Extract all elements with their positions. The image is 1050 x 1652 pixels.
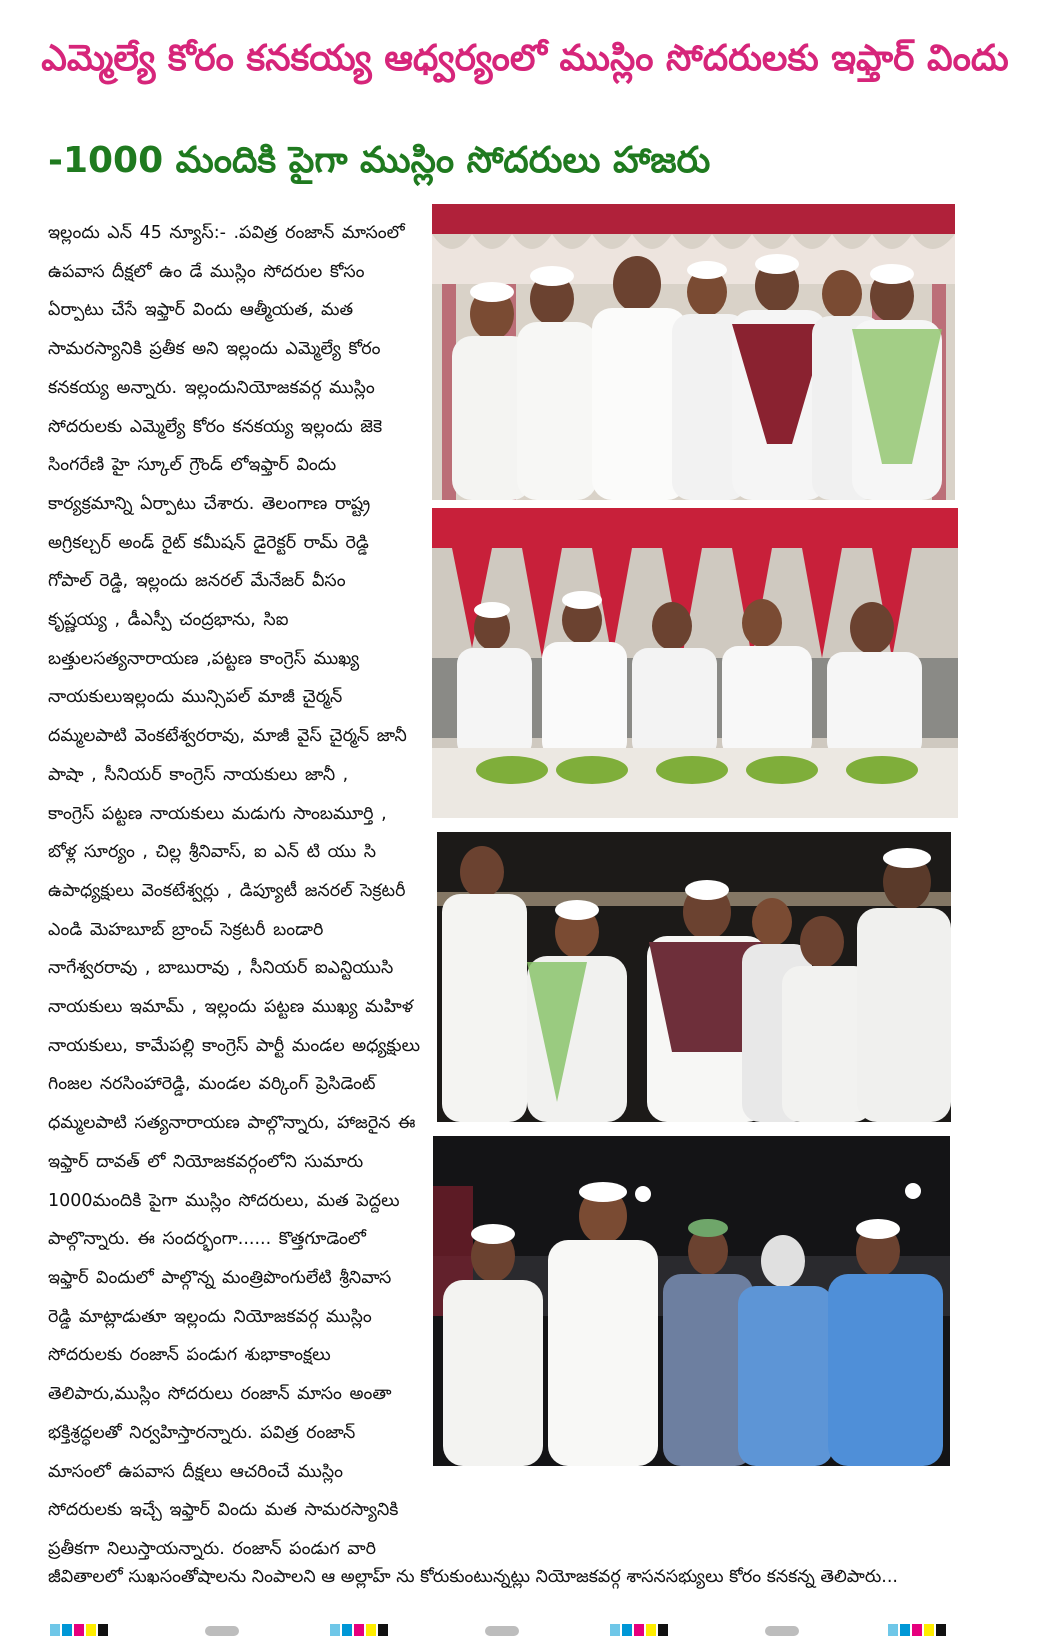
- headline-main: ఎమ్మెల్యే కోరం కనకయ్య ఆధ్వర్యంలో ముస్లిం సోదరులకు ఇఫ్తార్ విందు: [41, 38, 1009, 79]
- registration-pill-2: [485, 1626, 519, 1636]
- article-line: ఏర్పాటు చేసే ఇఫ్తార్ విందు ఆత్మీయత, మత: [48, 300, 354, 321]
- article-line: 1000మందికి పైగా ముస్లిం సోదరులు, మత పెద్దలు: [48, 1190, 400, 1211]
- article-line: కాంగ్రెస్ పట్టణ నాయకులు మడుగు సాంబమూర్తి ,: [48, 803, 387, 824]
- registration-swatch: [98, 1624, 108, 1636]
- registration-swatch: [366, 1624, 376, 1636]
- article-line: నాగేశ్వరరావు , బాబురావు , సీనియర్ ఐఎన్టియుసి: [48, 958, 394, 979]
- article-line: కార్యక్రమాన్ని ఏర్పాటు చేశారు. తెలంగాణ రాష్ట్ర: [48, 493, 371, 514]
- article-line: తెలిపారు,ముస్లిం సోదరులు రంజాన్ మాసం అంతా: [48, 1384, 392, 1405]
- article-line: ఇఫ్తార్ విందులో పాల్గొన్న మంత్రిపొంగులేటి శ్రీనివాస: [48, 1267, 392, 1288]
- article-line: ఇఫ్తార్ దావత్ లో నియోజకవర్గంలోని సుమారు: [48, 1151, 364, 1172]
- registration-swatch: [936, 1624, 946, 1636]
- article-line: మాసంలో ఉపవాస దీక్షలు ఆచరించే ముస్లిం: [48, 1461, 343, 1482]
- registration-swatch: [74, 1624, 84, 1636]
- article-line: అగ్రికల్చర్ అండ్ రైట్ కమీషన్ డైరెక్టర్ రామ్ రెడ్డి: [48, 532, 369, 553]
- registration-swatch: [50, 1624, 60, 1636]
- article-line: నాయకులుఇల్లందు మున్సిపల్ మాజీ చైర్మన్: [48, 687, 343, 708]
- article-line: భక్తిశ్రద్ధలతో నిర్వహిస్తారన్నారు. పవిత్ర రంజాన్: [48, 1422, 356, 1443]
- registration-swatch: [378, 1624, 388, 1636]
- article-line: గింజల నరసింహారెడ్డి, మండల వర్కింగ్ ప్రెసిడెంట్: [48, 1074, 376, 1095]
- article-line: నాయకులు, కామేపల్లి కాంగ్రెస్ పార్టీ మండల అధ్యక్షులు: [48, 1035, 421, 1056]
- registration-swatch: [634, 1624, 644, 1636]
- registration-swatch: [900, 1624, 910, 1636]
- article-line: ఉపవాస దీక్షలో ఉం డే ముస్లిం సోదరుల కోసం: [48, 261, 365, 282]
- registration-strip-4: [888, 1624, 946, 1638]
- registration-strip-3: [610, 1624, 668, 1638]
- article-line: సింగరేణి హై స్కూల్ గ్రౌండ్ లోఇఫ్తార్ విందు: [48, 455, 337, 476]
- photo-night-ground: [433, 1136, 950, 1466]
- registration-swatch: [86, 1624, 96, 1636]
- registration-swatch: [658, 1624, 668, 1636]
- article-line: బత్తులసత్యనారాయణ ,పట్టణ కాంగ్రెస్ ముఖ్య: [48, 648, 360, 669]
- registration-swatch: [342, 1624, 352, 1636]
- article-line: ప్రతీకగా నిలుస్తాయన్నారు. రంజాన్ పండుగ వారి: [48, 1538, 376, 1559]
- article-body: [48, 214, 448, 1559]
- article-line: ఎండి మెహబూబ్ బ్రాంచ్ సెక్రటరీ బండారి: [48, 919, 324, 940]
- registration-swatch: [330, 1624, 340, 1636]
- article-line: నాయకులు ఇమామ్ , ఇల్లందు పట్టణ ముఖ్య మహిళ: [48, 997, 414, 1018]
- registration-swatch: [610, 1624, 620, 1636]
- article-line: గోపాల్ రెడ్డి, ఇల్లందు జనరల్ మేనేజర్ వీసం: [48, 571, 346, 592]
- registration-swatch: [888, 1624, 898, 1636]
- article-line: ధమ్మలపాటి సత్యనారాయణ పాల్గొన్నారు, హాజరైన ఈ: [48, 1113, 416, 1134]
- article-line: పాల్గొన్నారు. ఈ సందర్భంగా...... కొత్తగూడెంలో: [48, 1229, 366, 1250]
- registration-swatch: [62, 1624, 72, 1636]
- article-line: కృష్ణయ్య , డీఎస్పీ చంద్రభాను, సిఐ: [48, 610, 289, 631]
- photo-dining-table: [432, 508, 958, 818]
- article-line: సామరస్యానికి ప్రతీక అని ఇల్లందు ఎమ్మెల్యే కోరం: [48, 339, 381, 360]
- article-line: పాషా , సీనియర్ కాంగ్రెస్ నాయకులు జానీ ,: [48, 764, 349, 785]
- article-line: కనకయ్య అన్నారు. ఇల్లందునియోజకవర్గ ముస్లిం: [48, 377, 375, 398]
- registration-strip-1: [50, 1624, 108, 1638]
- article-line: సోదరులకు ఇచ్చే ఇఫ్తార్ విందు మత సామరస్యానికి: [48, 1500, 399, 1521]
- registration-swatch: [924, 1624, 934, 1636]
- photo-group-standing: [432, 204, 955, 500]
- article-final-line: జీవితాలలో సుఖసంతోషాలను నింపాలని ఆ అల్లాహ్ ను కోరుకుంటున్నట్లు నియోజకవర్గ శాసనసభ్యులు కోరం కనకన్న తెలిపారు...: [48, 1567, 898, 1587]
- registration-swatch: [354, 1624, 364, 1636]
- registration-strip-2: [330, 1624, 388, 1638]
- article-line: దమ్మలపాటి వెంకటేశ్వరరావు, మాజీ వైస్ చైర్మన్ జానీ: [48, 726, 407, 747]
- photo-night-greeting: [437, 832, 951, 1122]
- registration-swatch: [646, 1624, 656, 1636]
- article-line: రెడ్డి మాట్లాడుతూ ఇల్లందు నియోజకవర్గ ముస్లిం: [48, 1306, 372, 1327]
- article-line: సోదరులకు రంజాన్ పండుగ శుభాకాంక్షలు: [48, 1345, 331, 1366]
- registration-pill-1: [205, 1626, 239, 1636]
- registration-pill-3: [765, 1626, 799, 1636]
- article-line: ఉపాధ్యక్షులు వెంకటేశ్వర్లు , డిప్యూటీ జనరల్ సెక్రటరీ: [48, 880, 406, 901]
- article-line: బోళ్ల సూర్యం , చిల్ల శ్రీనివాస్, ఐ ఎన్ టి యు సి: [48, 842, 377, 863]
- registration-swatch: [622, 1624, 632, 1636]
- article-line: సోదరులకు ఎమ్మెల్యే కోరం కనకయ్య ఇల్లందు జెకె: [48, 416, 383, 437]
- registration-swatch: [912, 1624, 922, 1636]
- article-line: ఇల్లందు ఎన్ 45 న్యూస్:- .పవిత్ర రంజాన్ మాసంలో: [48, 223, 405, 243]
- headline-sub: -1000 మందికి పైగా ముస్లిం సోదరులు హాజరు: [48, 140, 711, 181]
